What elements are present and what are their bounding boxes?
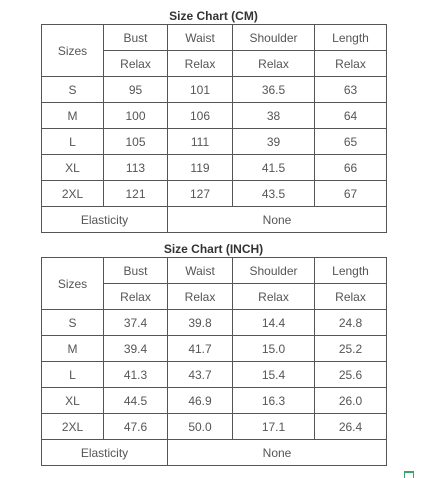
- length-cell: 24.8: [315, 310, 387, 336]
- elasticity-value: None: [168, 440, 387, 466]
- fit-label: Relax: [104, 284, 168, 310]
- bust-cell: 47.6: [104, 414, 168, 440]
- table-header-row: [42, 258, 387, 284]
- size-cell: M: [42, 336, 104, 362]
- shoulder-header: Shoulder: [233, 25, 315, 51]
- length-cell: 25.6: [315, 362, 387, 388]
- size-cell: L: [42, 129, 104, 155]
- corner-icon: [404, 471, 414, 478]
- table-row: [42, 103, 387, 129]
- elasticity-value: None: [168, 207, 387, 233]
- size-cell: XL: [42, 388, 104, 414]
- sizes-header: Sizes: [42, 258, 104, 310]
- fit-label: Relax: [233, 284, 315, 310]
- shoulder-cell: 41.5: [233, 155, 315, 181]
- shoulder-cell: 39: [233, 129, 315, 155]
- table-row: [42, 414, 387, 440]
- size-cell: M: [42, 103, 104, 129]
- waist-cell: 46.9: [168, 388, 233, 414]
- waist-header: Waist: [168, 258, 233, 284]
- size-cell: 2XL: [42, 414, 104, 440]
- table-row: [42, 362, 387, 388]
- shoulder-cell: 43.5: [233, 181, 315, 207]
- fit-label: Relax: [168, 284, 233, 310]
- waist-cell: 111: [168, 129, 233, 155]
- inch-chart-title: Size Chart (INCH): [163, 242, 264, 256]
- length-cell: 63: [315, 77, 387, 103]
- shoulder-cell: 16.3: [233, 388, 315, 414]
- table-header-row: [42, 25, 387, 51]
- bust-header: Bust: [104, 258, 168, 284]
- waist-cell: 106: [168, 103, 233, 129]
- waist-cell: 50.0: [168, 414, 233, 440]
- bust-cell: 121: [104, 181, 168, 207]
- shoulder-cell: 15.0: [233, 336, 315, 362]
- fit-label: Relax: [104, 51, 168, 77]
- waist-cell: 39.8: [168, 310, 233, 336]
- shoulder-header: Shoulder: [233, 258, 315, 284]
- bust-header: Bust: [104, 25, 168, 51]
- fit-label: Relax: [233, 51, 315, 77]
- size-cell: XL: [42, 155, 104, 181]
- fit-label: Relax: [168, 51, 233, 77]
- waist-header: Waist: [168, 25, 233, 51]
- length-cell: 25.2: [315, 336, 387, 362]
- shoulder-cell: 38: [233, 103, 315, 129]
- bust-cell: 41.3: [104, 362, 168, 388]
- length-cell: 66: [315, 155, 387, 181]
- elasticity-label: Elasticity: [42, 207, 168, 233]
- shoulder-cell: 14.4: [233, 310, 315, 336]
- shoulder-cell: 15.4: [233, 362, 315, 388]
- length-cell: 26.4: [315, 414, 387, 440]
- bust-cell: 37.4: [104, 310, 168, 336]
- table-row: [42, 181, 387, 207]
- table-row: [42, 77, 387, 103]
- fit-label: Relax: [315, 51, 387, 77]
- bust-cell: 100: [104, 103, 168, 129]
- size-cell: L: [42, 362, 104, 388]
- elasticity-row: [42, 440, 387, 466]
- length-header: Length: [315, 25, 387, 51]
- bust-cell: 113: [104, 155, 168, 181]
- waist-cell: 101: [168, 77, 233, 103]
- table-row: [42, 388, 387, 414]
- length-cell: 26.0: [315, 388, 387, 414]
- bust-cell: 44.5: [104, 388, 168, 414]
- shoulder-cell: 36.5: [233, 77, 315, 103]
- length-cell: 67: [315, 181, 387, 207]
- waist-cell: 41.7: [168, 336, 233, 362]
- table-row: [42, 129, 387, 155]
- length-cell: 64: [315, 103, 387, 129]
- sizes-header: Sizes: [42, 25, 104, 77]
- cm-chart-title: Size Chart (CM): [169, 9, 258, 23]
- shoulder-cell: 17.1: [233, 414, 315, 440]
- inch-size-table: [41, 257, 387, 466]
- table-row: [42, 336, 387, 362]
- bust-cell: 39.4: [104, 336, 168, 362]
- table-row: [42, 310, 387, 336]
- size-cell: S: [42, 310, 104, 336]
- waist-cell: 119: [168, 155, 233, 181]
- elasticity-row: [42, 207, 387, 233]
- image-bottom-edge: [0, 471, 427, 478]
- bust-cell: 105: [104, 129, 168, 155]
- length-cell: 65: [315, 129, 387, 155]
- table-row: [42, 155, 387, 181]
- cm-size-table: [41, 24, 387, 233]
- fit-label: Relax: [315, 284, 387, 310]
- waist-cell: 43.7: [168, 362, 233, 388]
- waist-cell: 127: [168, 181, 233, 207]
- bust-cell: 95: [104, 77, 168, 103]
- elasticity-label: Elasticity: [42, 440, 168, 466]
- size-cell: 2XL: [42, 181, 104, 207]
- length-header: Length: [315, 258, 387, 284]
- size-cell: S: [42, 77, 104, 103]
